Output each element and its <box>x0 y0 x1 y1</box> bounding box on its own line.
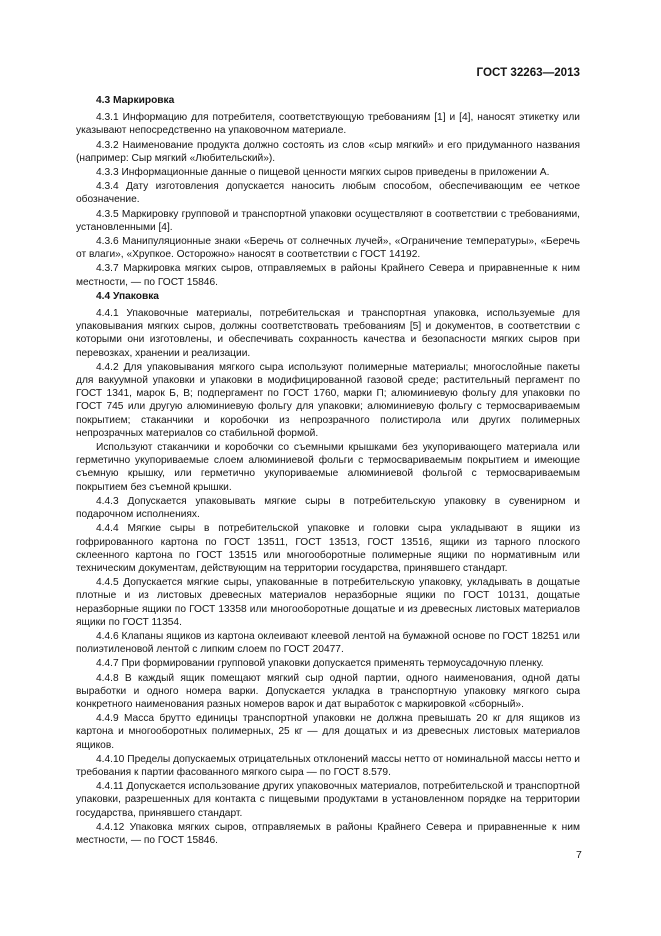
paragraph: 4.4.10 Пределы допускаемых отрицательных отклонений массы нетто от номинальной массы нетто и требования к партии фасованного мягкого сыра — по ГОСТ 8.579. <box>76 753 580 778</box>
paragraph: 4.4.12 Упаковка мягких сыров, отправляемых в районы Крайнего Севера и приравненные к ним местности, — по ГОСТ 15846. <box>76 821 580 846</box>
paragraph: 4.4.2 Для упаковывания мягкого сыра используют полимерные материалы; многослойные пакеты для вакуумной упаковки и упаковки в модифицированной газовой среде; растительный пергамент по ГОСТ 1341, марок Б, В; подпергамент по ГОСТ 1760, марки П; алюминиевую фольгу для упаковки по ГОСТ 745 или другую алюминиевую фольгу для упаковки; алюминиевую фольгу с термосвариваемым покрытием; стаканчики и коробочки из непрозрачного полистирола или других полимерных непрозрачных материалов со стабильной формой. <box>76 361 580 439</box>
paragraph: 4.3.2 Наименование продукта должно состоять из слов «сыр мягкий» и его придуманного названия (например: Сыр мягкий «Любительский»). <box>76 139 580 164</box>
paragraph: 4.4.5 Допускается мягкие сыры, упакованные в потребительскую упаковку, укладывать в дощатые плотные и из листовых древесных материалов неразборные ящики по ГОСТ 10131, дощатые неразборные ящики по ГОСТ 13358 или многооборотные дощатые и из древесных листовых материалов ящики по ГОСТ 11354. <box>76 577 580 628</box>
section-4-4-paragraphs <box>76 307 580 847</box>
paragraph: 4.4.4 Мягкие сыры в потребительской упаковке и головки сыра укладывают в ящики из гофрированного картона по ГОСТ 13511, ГОСТ 13513, ГОСТ 13516, ящики из тарного плоского склеенного картона по ГОСТ 13515 или многооборотные полимерные ящики по нормативным или техническим документам, действующим на территории государства, принявшего стандарт. <box>76 523 580 574</box>
paragraph: 4.3.5 Маркировку групповой и транспортной упаковки осуществляют в соответствии с требованиями, установленными [4]. <box>76 208 580 233</box>
paragraph: 4.3.1 Информацию для потребителя, соответствующую требованиям [1] и [4], наносят этикетку или указывают непосредственно на упаковочном материале. <box>76 112 580 137</box>
paragraph: 4.4.7 При формировании групповой упаковки допускается применять термоусадочную пленку. <box>96 658 544 670</box>
paragraph: 4.4.1 Упаковочные материалы, потребительская и транспортная упаковка, используемые для упаковывания мягких сыров, должны соответствовать требованиям [5] и документов, в соответствии с которыми они изготовлены, и обеспечивать сохранность качества и безопасности мягких сыров при перевозках, хранении и реализации. <box>76 308 580 359</box>
page-number: 7 <box>576 849 582 861</box>
paragraph: Используют стаканчики и коробочки со съемными крышками без укупоривающего материала или герметично укупориваемые слоем алюминиевой фольги с термосвариваемым покрытием и имеющие съемную крышку, или герметично укупориваемые алюминиевой фольгой с термосвариваемым покрытием без съемной крышки. <box>76 442 580 493</box>
paragraph: 4.4.6 Клапаны ящиков из картона оклеивают клеевой лентой на бумажной основе по ГОСТ 18251 или полиэтиленовой лентой с липким слоем по ГОСТ 20477. <box>76 630 580 656</box>
paragraph: 4.4.9 Масса брутто единицы транспортной упаковки не должна превышать 20 кг для ящиков из картона и многооборотных полимерных, 25 кг — для дощатых и из древесных листовых материалов ящиков. <box>76 713 580 751</box>
paragraph: 4.4.8 В каждый ящик помещают мягкий сыр одной партии, одного наименования, одной даты выработки и одного номера варки. Допускается укладка в транспортную упаковку мягкого сыра конкретного наименования разных номеров варок и дат выработок с маркировкой «сборный». <box>76 672 580 710</box>
document-body <box>76 94 580 848</box>
section-heading-4-4: 4.4 Упаковка <box>96 290 159 302</box>
paragraph: 4.4.3 Допускается упаковывать мягкие сыры в потребительскую упаковку в сувенирном и подарочном исполнениях. <box>76 495 580 521</box>
paragraph: 4.3.6 Манипуляционные знаки «Беречь от солнечных лучей», «Ограничение температуры», «Беречь от влаги», «Хрупкое. Осторожно» наносят в соответствии с ГОСТ 14192. <box>76 236 580 261</box>
document-code: ГОСТ 32263—2013 <box>476 66 580 79</box>
section-heading-4-3: 4.3 Маркировка <box>96 95 175 106</box>
section-4-3-paragraphs <box>76 111 580 289</box>
paragraph: 4.3.3 Информационные данные о пищевой ценности мягких сыров приведены в приложении А. <box>96 167 550 179</box>
paragraph: 4.3.7 Маркировка мягких сыров, отправляемых в районы Крайнего Севера и приравненные к ним местности, — по ГОСТ 15846. <box>76 263 580 288</box>
paragraph: 4.3.4 Дату изготовления допускается наносить любым способом, обеспечивающим ее четкое обозначение. <box>76 181 580 206</box>
paragraph: 4.4.11 Допускается использование других упаковочных материалов, потребительской и транспортной упаковки, разрешенных для контакта с пищевыми продуктами в установленном порядке на территории государства, принявшего стандарт. <box>76 781 580 819</box>
